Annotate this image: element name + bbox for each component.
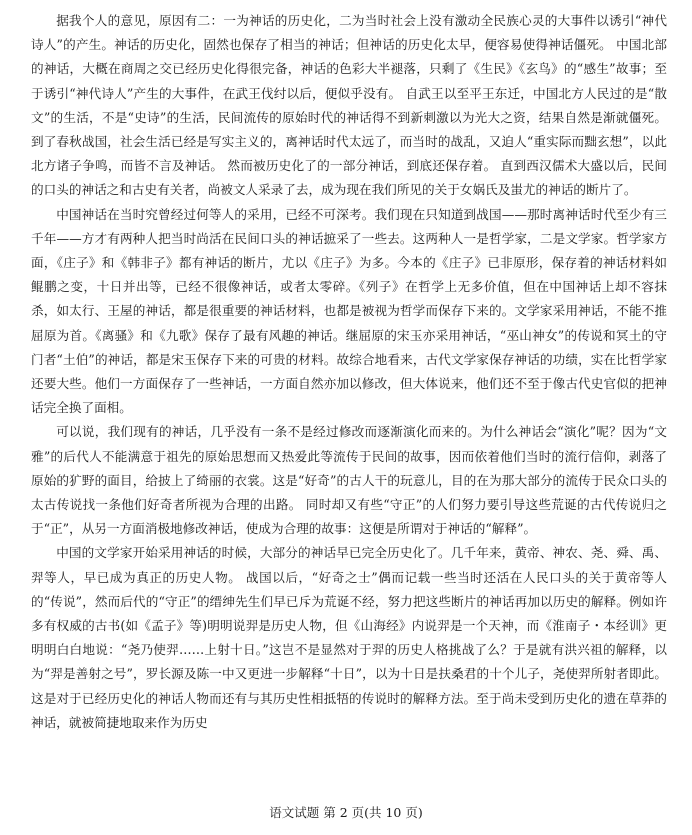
- paragraph: 中国的文学家开始采用神话的时候，大部分的神话早已完全历史化了。几千年来，黄帝、神农、尧、舜、禹、羿等人，早已成为真正的历史人物。 战国以后，“好奇之士”偶而记载一些当时还活在人民口头的关于黄帝等人的“传说”，然而后代的“守正”的缙绅先生们早已斥为荒诞不经，努力把这些断片的神话再加以历史的解释。例如许多有权威的古书(如《孟子》等)明明说羿是历史人物，但《山海经》内说羿是一个天神，而《淮南子・本经训》更明明白白地说：“尧乃使羿……上射十日。”这岂不是显然对于羿的历史人格挑战了么？于是就有洪兴祖的解释，以为“羿是善射之号”，罗长源及陈一中又更进一步解释“十日”，以为十日是扶桑君的十个儿子，尧使羿所射者即此。这是对于已经历史化的神话人物而还有与其历史性相抵牾的传说时的解释方法。至于尚未受到历史化的遗在草莽的神话，就被简捷地取来作为历史: [31, 545, 667, 730]
- paragraph: 中国神话在当时究曾经过何等人的采用，已经不可深考。我们现在只知道到战国——那时离神话时代至少有三千年——方才有两种人把当时尚活在民间口头的神话摭采了一些去。这两种人一是哲学家，二是文学家。哲学家方面，《庄子》和《韩非子》都有神话的断片，尤以《庄子》为多。今本的《庄子》已非原形，保存着的神话材料如鲲鹏之变，十日并出等，已经不很像神话，或者太零碎。《列子》在哲学上无多价值，但在中国神话上却不容抹杀，如太行、王屋的神话，都是很重要的神话材料，也都是被视为哲学而保存下来的。文学家采用神话，不能不推屈原为首。《离骚》和《九歌》保存了最有风趣的神话。继屈原的宋玉亦采用神话，“巫山神女”的传说和冥土的守门者“土伯”的神话，都是宋玉保存下来的可贵的材料。故综合地看来，古代文学家保存神话的功绩，实在比哲学家还要大些。他们一方面保存了一些神话，一方面自然亦加以修改，但大体说来，他们还不至于像古代史官似的把神话完全换了面相。: [31, 206, 667, 416]
- paragraph: 据我个人的意见，原因有二：一为神话的历史化，二为当时社会上没有激动全民族心灵的大事件以诱引“神代诗人”的产生。神话的历史化，固然也保存了相当的神话；但神话的历史化太早，便容易使得神话僵死。 中国北部的神话，大概在商周之交已经历史化得很完备，神话的色彩大半褪落，只剩了《生民》《玄鸟》的“感生”故事；至于诱引“神代诗人”产生的大事件，在武王伐纣以后，便似乎没有。 自武王以至平王东迁，中国北方人民过的是“散文”的生活，不是“史诗”的生活，民间流传的原始时代的神话得不到新刺激以为光大之资，结果自然是渐就僵死。到了春秋战国，社会生活已经是写实主义的，离神话时代太远了，而当时的战乱，又迫人“重实际而黜玄想”，以此北方诸子争鸣，而皆不言及神话。 然而被历史化了的一部分神话，到底还保存着。 直到西汉儒术大盛以后，民间的口头的神话之和古史有关者，尚被文人采录了去，成为现在我们所见的关于女娲氏及蚩尤的神话的断片了。: [31, 13, 667, 198]
- paragraph: 可以说，我们现有的神话，几乎没有一条不是经过修改而逐渐演化而来的。为什么神话会“演化”呢？因为“文雅”的后代人不能满意于祖先的原始思想而又热爱此等流传于民间的故事，因而依着他们当时的流行信仰，剥落了原始的犷野的面目，给披上了绮丽的衣裳。这是“好奇”的古人干的玩意儿，目的在为那大部分的流传于民众口头的太古传说找一条他们好奇者所视为合理的出路。 同时却又有些“守正”的人们努力要引导这些荒诞的古代传说归之于“正”，从另一方面消极地修改神话，使成为合理的故事：这便是所谓对于神话的“解释”。: [31, 424, 667, 537]
- article-body: [31, 9, 667, 735]
- page-footer: 语文试题 第 2 页(共 10 页): [269, 805, 423, 820]
